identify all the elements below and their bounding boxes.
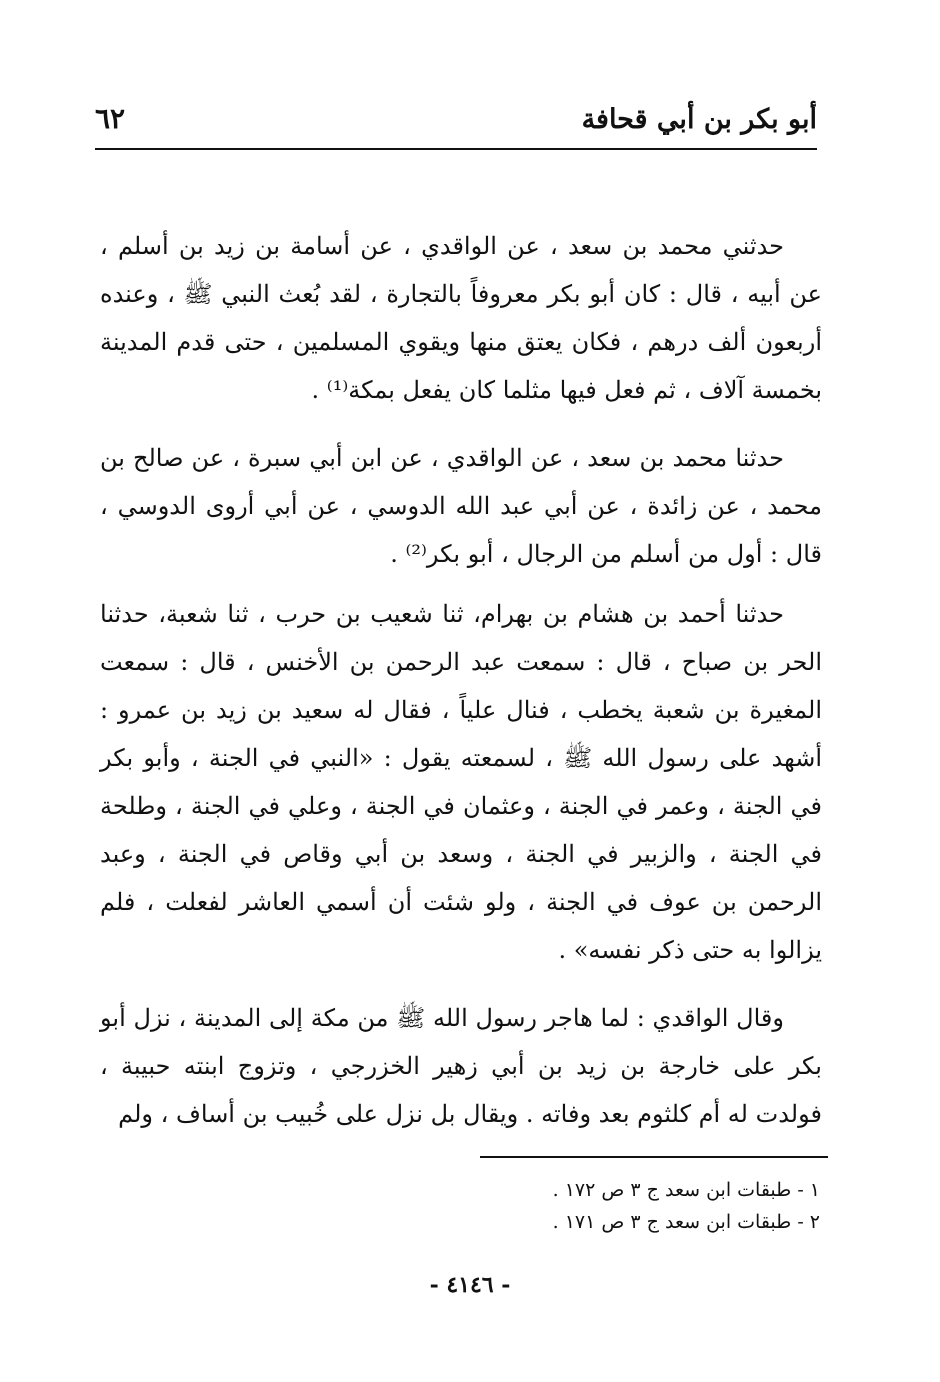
running-header [95,100,817,150]
footnote-1: ١ - طبقات ابن سعد ج ٣ ص ١٧٢ . [552,1179,820,1201]
paragraph-3: حدثنا أحمد بن هشام بن بهرام، ثنا شعيب بن حرب ، ثنا شعبة، حدثنا الحر بن صباح ، قال : سمعت عبد الرحمن بن الأخنس ، قال : سمعت المغيرة بن شعبة يخطب ، فنال علياً ، فقال له سعيد بن زيد بن عمرو : أشهد على رسول الله ﷺ ، لسمعته يقول : «النبي في الجنة ، وأبو بكر في الجنة ، وعمر في الجنة ، وعثمان في الجنة ، وعلي في الجنة ، وطلحة في الجنة ، والزبير في الجنة ، وسعد بن أبي وقاص في الجنة ، وعبد الرحمن بن عوف في الجنة ، ولو شئت أن أسمي العاشر لفعلت ، فلم يزالوا به حتى ذكر نفسه» . [100,600,823,964]
main-text [100,222,822,1138]
paragraph-4: وقال الواقدي : لما هاجر رسول الله ﷺ من مكة إلى المدينة ، نزل أبو بكر على خارجة بن زيد بن أبي زهير الخزرجي ، وتزوج ابنته حبيبة ، فولدت له أم كلثوم بعد وفاته . ويقال بل نزل على خُبيب بن أساف ، ولم [100,1004,822,1128]
header-page-number: ٦٢ [95,102,126,135]
footnote-2: ٢ - طبقات ابن سعد ج ٣ ص ١٧١ . [552,1211,820,1233]
paragraph-2: حدثنا محمد بن سعد ، عن الواقدي ، عن ابن أبي سبرة ، عن صالح بن محمد ، عن زائدة ، عن أبي عبد الله الدوسي ، عن أبي أروى الدوسي ، قال : أول من أسلم من الرجال ، أبو بكر⁽²⁾ . [100,444,823,568]
paragraph-1: حدثني محمد بن سعد ، عن الواقدي ، عن أسامة بن زيد بن أسلم ، عن أبيه ، قال : كان أبو بكر معروفاً بالتجارة ، لقد بُعث النبي ﷺ ، وعنده أربعون ألف درهم ، فكان يعتق منها ويقوي المسلمين ، حتى قدم المدينة بخمسة آلاف ، ثم فعل فيها مثلما كان يفعل بمكة⁽¹⁾ . [100,232,822,404]
footnotes [380,1174,820,1238]
header-title: أبو بكر بن أبي قحافة [581,104,817,135]
volume-page-number: - ٤١٤٦ - [429,1272,511,1298]
footnote-divider [480,1156,828,1158]
